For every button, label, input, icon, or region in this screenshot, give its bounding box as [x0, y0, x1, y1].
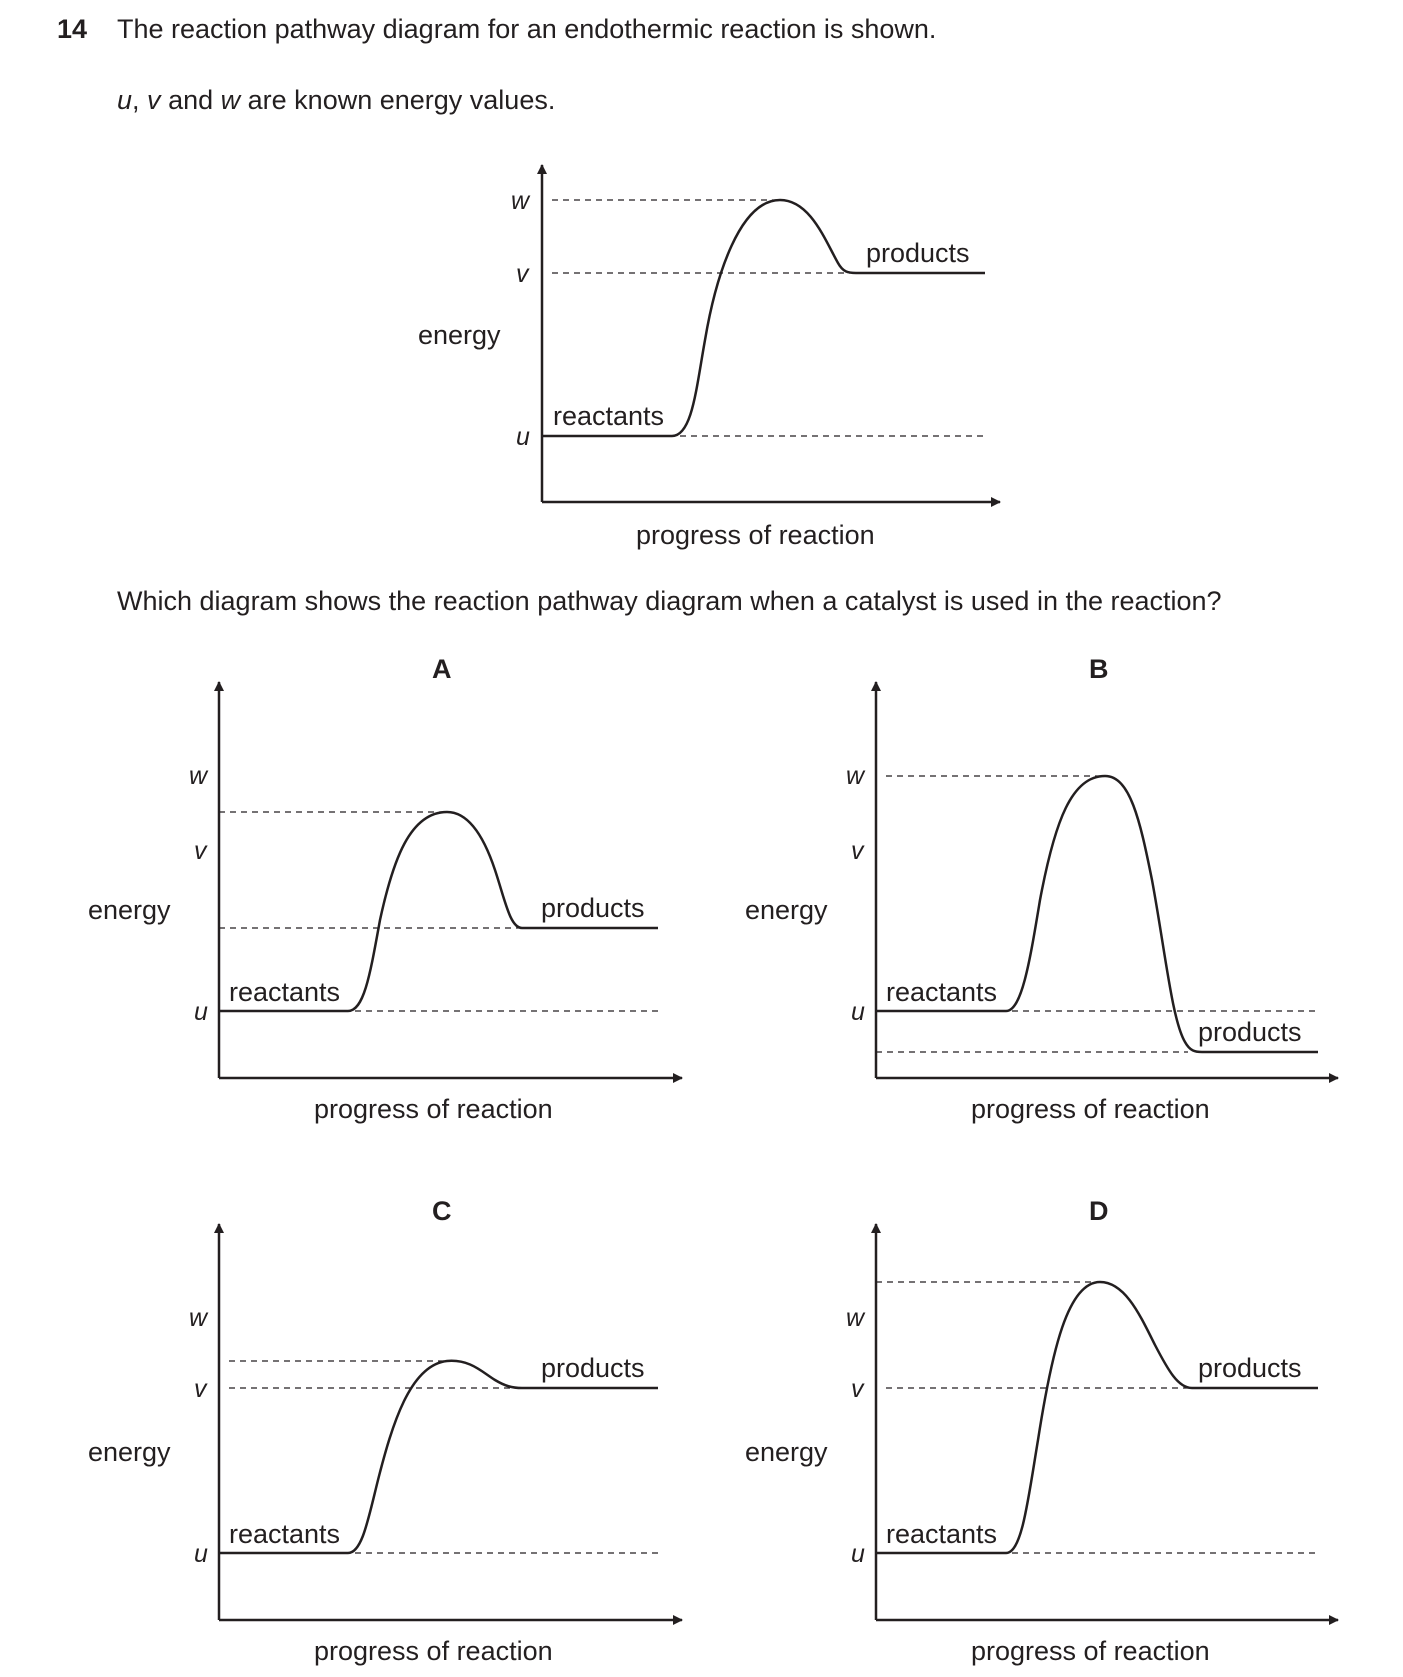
var-u: u [117, 85, 133, 115]
option-a-letter: A [432, 654, 452, 684]
d-label-energy: energy [745, 1437, 828, 1467]
a-label-products: products [541, 893, 645, 923]
b-label-w: w [846, 762, 865, 790]
b-label-u: u [851, 998, 865, 1026]
question-subtext: u, v and w are known energy values. [117, 85, 556, 115]
main-diagram [542, 165, 1000, 502]
c-label-energy: energy [88, 1437, 171, 1467]
b-label-energy: energy [745, 895, 828, 925]
option-b-labels [745, 654, 1302, 1124]
a-label-energy: energy [88, 895, 171, 925]
var-v: v [147, 85, 161, 115]
main-labels [418, 187, 970, 550]
subtext-rest: are known energy values. [247, 85, 556, 115]
main-label-v: v [516, 260, 529, 288]
d-label-progress: progress of reaction [971, 1636, 1210, 1666]
b-label-products: products [1198, 1017, 1302, 1047]
var-w: w [220, 85, 241, 115]
a-label-progress: progress of reaction [314, 1094, 553, 1124]
option-b-letter: B [1089, 654, 1109, 684]
d-label-w: w [846, 1304, 865, 1332]
c-label-progress: progress of reaction [314, 1636, 553, 1666]
option-c-diagram [219, 1224, 682, 1620]
option-c-labels [88, 1196, 645, 1666]
b-label-reactants: reactants [886, 977, 998, 1007]
question-text: The reaction pathway diagram for an endothermic reaction is shown. [117, 14, 937, 44]
d-energy-curve [876, 1282, 1318, 1553]
main-label-u: u [516, 423, 530, 451]
a-label-v: v [194, 837, 207, 865]
option-d-letter: D [1089, 1196, 1109, 1226]
main-label-progress: progress of reaction [636, 520, 875, 550]
c-label-w: w [189, 1304, 208, 1332]
option-a-labels [88, 654, 645, 1124]
option-d-labels [745, 1196, 1302, 1666]
option-c-letter: C [432, 1196, 452, 1226]
b-label-v: v [851, 837, 864, 865]
a-label-u: u [194, 998, 208, 1026]
d-label-v: v [851, 1375, 864, 1403]
c-label-reactants: reactants [229, 1519, 341, 1549]
main-label-energy: energy [418, 320, 501, 350]
main-label-reactants: reactants [553, 401, 665, 431]
d-label-u: u [851, 1540, 865, 1568]
main-label-products: products [866, 238, 970, 268]
c-label-u: u [194, 1540, 208, 1568]
and-word: and [168, 85, 214, 115]
a-label-reactants: reactants [229, 977, 341, 1007]
d-label-reactants: reactants [886, 1519, 998, 1549]
option-d-diagram [876, 1224, 1338, 1620]
a-label-w: w [189, 762, 208, 790]
question-number: 14 [57, 14, 88, 44]
option-a-diagram [219, 682, 682, 1078]
d-label-products: products [1198, 1353, 1302, 1383]
c-label-products: products [541, 1353, 645, 1383]
main-label-w: w [511, 187, 530, 215]
question-ask: Which diagram shows the reaction pathway diagram when a catalyst is used in the reaction? [117, 586, 1222, 616]
b-label-progress: progress of reaction [971, 1094, 1210, 1124]
b-energy-curve [876, 776, 1318, 1052]
c-label-v: v [194, 1375, 207, 1403]
